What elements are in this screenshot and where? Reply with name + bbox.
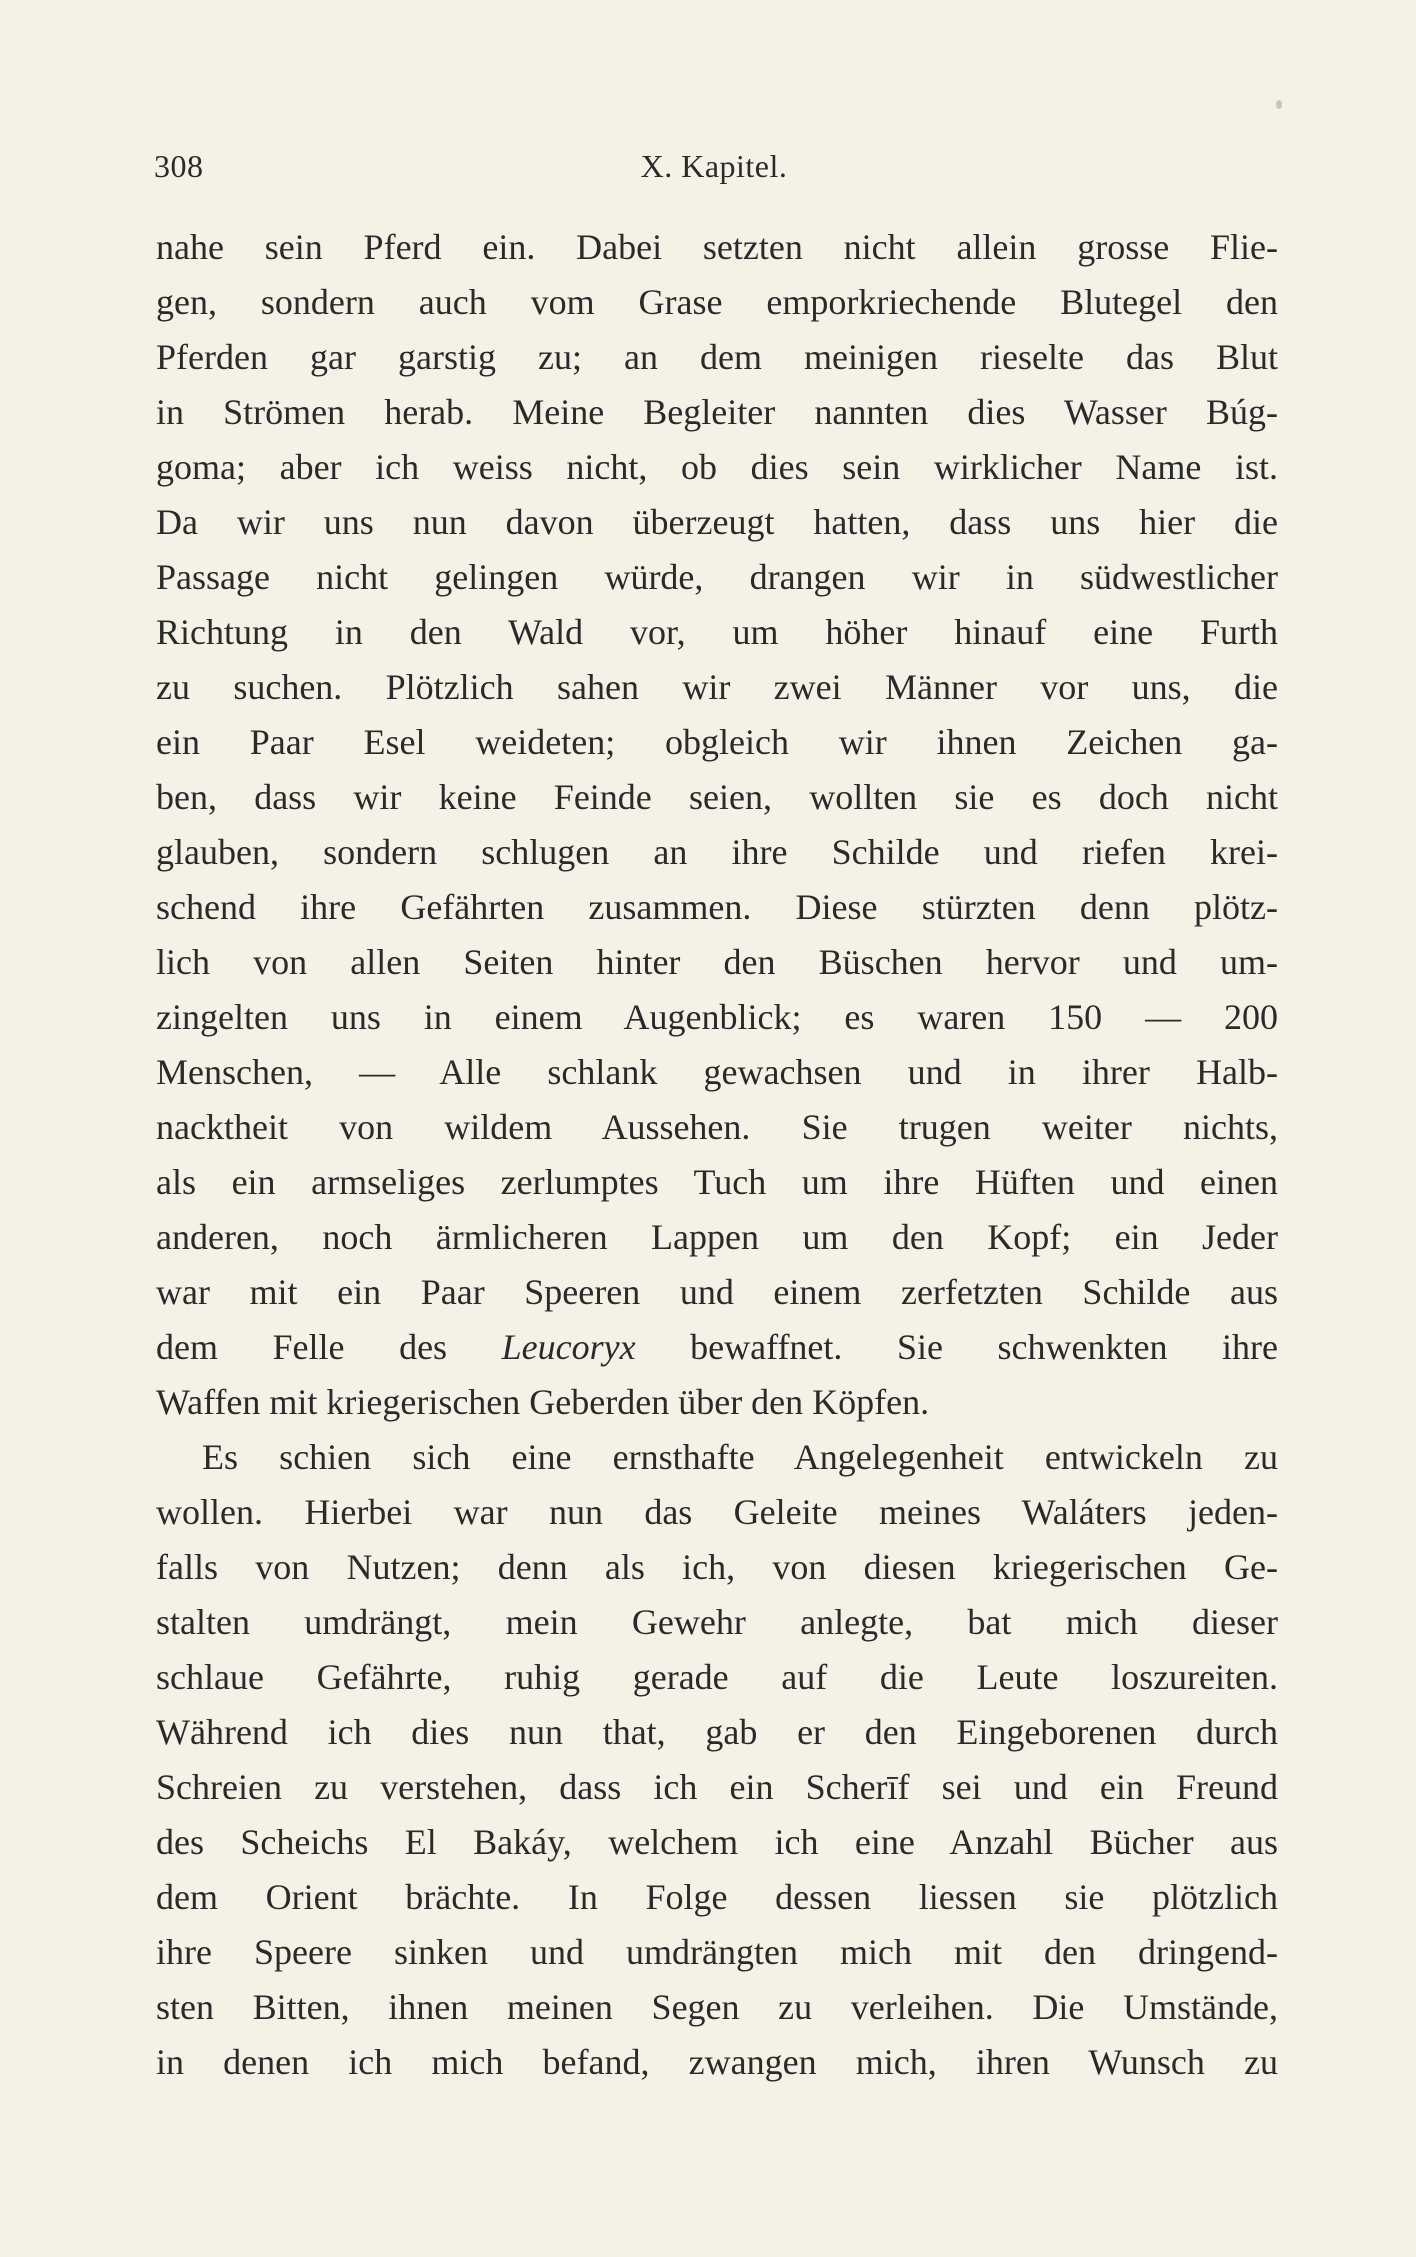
text-line: schlaue Gefährte, ruhig gerade auf die Leute loszureiten. [156, 1657, 1278, 1697]
text-line: ben, dass wir keine Feinde seien, wollten sie es doch nicht [156, 777, 1278, 817]
chapter-title: X. Kapitel. [640, 148, 788, 184]
text-line: Während ich dies nun that, gab er den Eingeborenen durch [156, 1712, 1278, 1752]
text-line: gen, sondern auch vom Grase emporkriechende Blutegel den [156, 282, 1278, 322]
text-line: Es schien sich eine ernsthafte Angelegenheit entwickeln zu [202, 1437, 1278, 1477]
text-line: Menschen, — Alle schlank gewachsen und in ihrer Halb- [156, 1052, 1278, 1092]
species-name: Leucoryx [501, 1327, 636, 1367]
text-line: zingelten uns in einem Augenblick; es waren 150 — 200 [156, 997, 1278, 1037]
text-line: falls von Nutzen; denn als ich, von diesen kriegerischen Ge- [156, 1547, 1278, 1587]
text-segment: bewaffnet. Sie schwenkten ihre [635, 1327, 1278, 1367]
text-line: als ein armseliges zerlumptes Tuch um ihre Hüften und einen [156, 1162, 1278, 1202]
text-line: Richtung in den Wald vor, um höher hinauf eine Furth [156, 612, 1278, 652]
text-line: sten Bitten, ihnen meinen Segen zu verleihen. Die Umstände, [156, 1987, 1278, 2027]
text-line: lich von allen Seiten hinter den Büschen hervor und um- [156, 942, 1278, 982]
text-line: nacktheit von wildem Aussehen. Sie trugen weiter nichts, [156, 1107, 1278, 1147]
text-line: ihre Speere sinken und umdrängten mich mit den dringend- [156, 1932, 1278, 1972]
text-line: glauben, sondern schlugen an ihre Schilde und riefen krei- [156, 832, 1278, 872]
text-line: des Scheichs El Bakáy, welchem ich eine Anzahl Bücher aus [156, 1822, 1278, 1862]
text-line: schend ihre Gefährten zusammen. Diese stürzten denn plötz- [156, 887, 1278, 927]
text-line: in denen ich mich befand, zwangen mich, ihren Wunsch zu [156, 2042, 1278, 2082]
text-line-with-italic [156, 1320, 1278, 1375]
text-line: goma; aber ich weiss nicht, ob dies sein wirklicher Name ist. [156, 447, 1278, 487]
page-number: 308 [154, 148, 204, 184]
text-line: wollen. Hierbei war nun das Geleite meines Waláters jeden- [156, 1492, 1278, 1532]
text-line: nahe sein Pferd ein. Dabei setzten nicht allein grosse Flie- [156, 227, 1278, 267]
text-line: stalten umdrängt, mein Gewehr anlegte, bat mich dieser [156, 1602, 1278, 1642]
body-text [156, 220, 1278, 2090]
text-line: Schreien zu verstehen, dass ich ein Scherīf sei und ein Freund [156, 1767, 1278, 1807]
running-head [150, 143, 1278, 189]
text-line: zu suchen. Plötzlich sahen wir zwei Männer vor uns, die [156, 667, 1278, 707]
text-line: Waffen mit kriegerischen Geberden über den Köpfen. [156, 1382, 930, 1422]
text-line: Passage nicht gelingen würde, drangen wir in südwestlicher [156, 557, 1278, 597]
paragraph-2 [156, 1430, 1278, 2090]
text-line: in Strömen herab. Meine Begleiter nannten dies Wasser Búg- [156, 392, 1278, 432]
text-segment: dem Felle des [156, 1327, 502, 1367]
text-line: anderen, noch ärmlicheren Lappen um den Kopf; ein Jeder [156, 1217, 1278, 1257]
text-line: Pferden gar garstig zu; an dem meinigen rieselte das Blut [156, 337, 1278, 377]
text-line: ein Paar Esel weideten; obgleich wir ihnen Zeichen ga- [156, 722, 1278, 762]
paragraph-1 [156, 220, 1278, 1430]
text-line: dem Orient brächte. In Folge dessen liessen sie plötzlich [156, 1877, 1278, 1917]
page-blemish [1276, 100, 1282, 109]
text-line: Da wir uns nun davon überzeugt hatten, dass uns hier die [156, 502, 1278, 542]
text-line: war mit ein Paar Speeren und einem zerfetzten Schilde aus [156, 1272, 1278, 1312]
